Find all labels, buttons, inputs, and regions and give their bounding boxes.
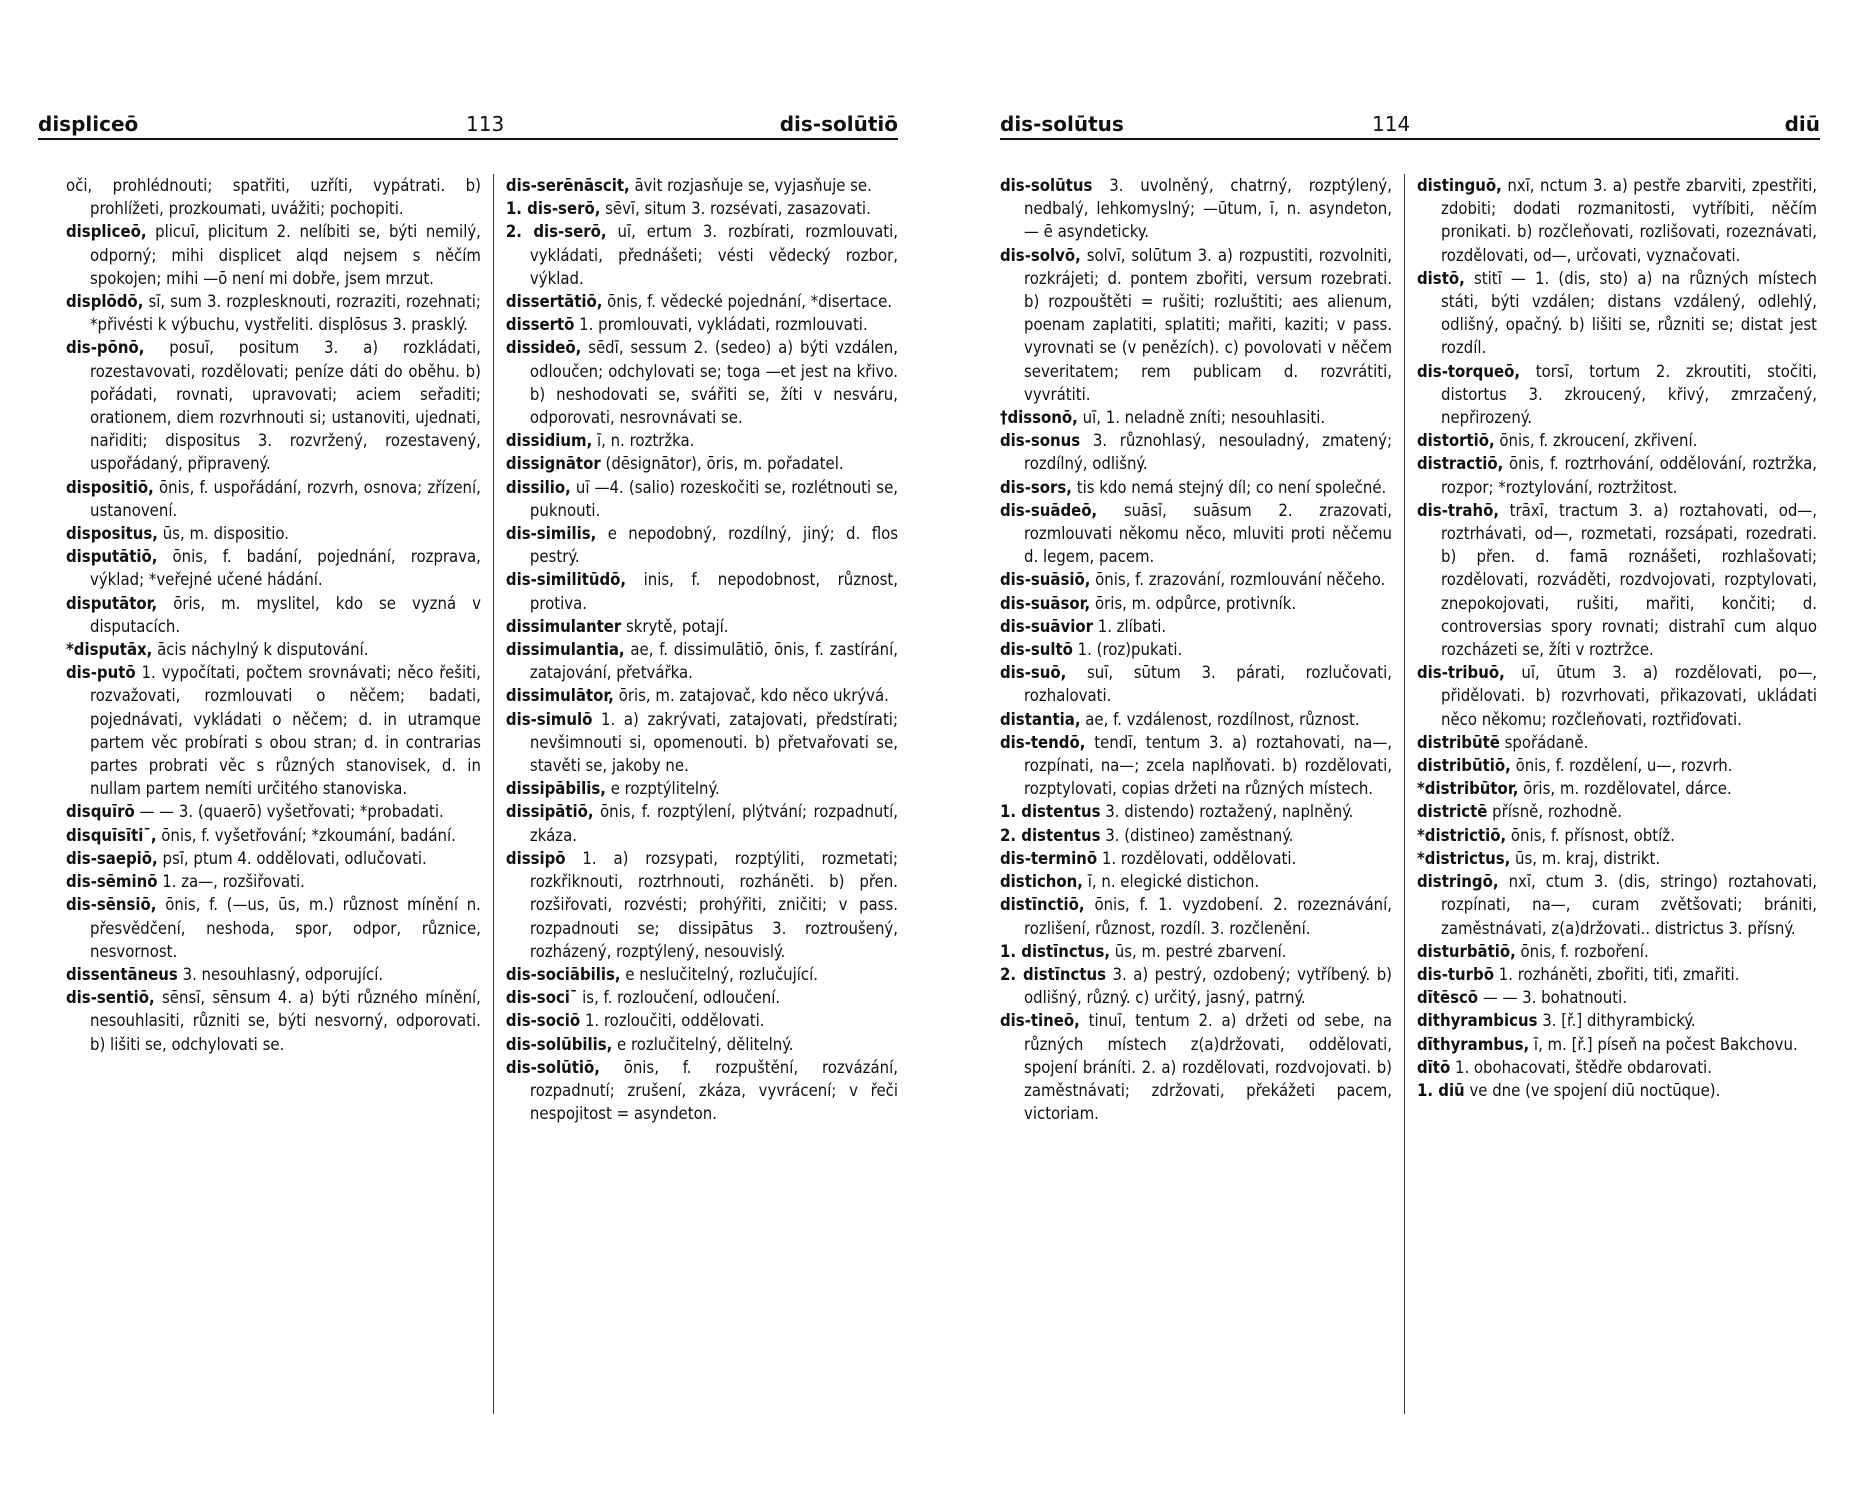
dictionary-entry [66,220,481,290]
entry-definition: — — 3. (quaerō) vyšetřovati; *probadati. [139,802,444,822]
entry-headword: districtē [1417,802,1488,822]
entry-headword: dis-serēnāscit, [505,176,630,195]
dictionary-entry [1000,476,1392,499]
right-head-last-word: diū [1784,112,1820,136]
dictionary-entry [506,708,898,778]
entry-headword: dis-sociābilis, [505,964,621,984]
entry-definition: 1. a) zakrývati, zatajovati, předstírati; nevšimnouti si, opomenouti. b) přetvařovati se, stavěti se, jakoby ne. [529,709,898,776]
dictionary-entry [1417,1009,1817,1032]
entry-headword: dis-tendō, [1000,732,1086,752]
entry-headword: dīthyrambus, [1417,1034,1530,1054]
entry-definition: ūs, m. kraj, distrikt. [1515,848,1661,868]
entry-headword: dis-sociō [505,1011,581,1031]
entry-definition: ōnis, f. vědecké pojednání, *disertace. [607,292,892,312]
dictionary-entry [1417,754,1817,777]
right-head-first-word: dis-solūtus [1000,112,1124,136]
dictionary-entry [66,800,481,823]
entry-definition: ōris, m. rozdělovatel, dárce. [1523,779,1732,799]
dictionary-entry [1000,708,1392,731]
entry-headword: distringō, [1417,872,1499,892]
entry-headword: distantia, [1000,709,1081,729]
dictionary-entry [1000,592,1392,615]
dictionary-entry [506,615,898,638]
dictionary-entry [506,313,898,336]
entry-headword: disturbātiō, [1417,941,1516,961]
dictionary-entry [1417,499,1817,661]
entry-definition: e rozptýlitelný. [610,779,720,799]
entry-definition: ōnis, f. rozpuštění, rozvázání, rozpadnutí; zrušení, zkáza, vyvrácení; v řeči nespojitost = asyndeton. [529,1057,898,1124]
dictionary-entry [66,893,481,963]
entry-headword: 1. diū [1417,1080,1465,1100]
entry-definition: e neslučitelný, rozlučující. [625,964,819,984]
entry-headword: dis-torqueō, [1417,361,1521,381]
dictionary-entry [1000,800,1392,823]
entry-definition: sēvī, situm 3. rozsévati, zasazovati. [605,199,871,219]
left-head-last-word: dis-solūtiō [779,112,898,136]
entry-definition: — — 3. bohatnouti. [1482,988,1628,1008]
dictionary-entry [1417,731,1817,754]
dictionary-entry [1000,615,1392,638]
entry-definition: ōris, m. odpůrce, protivník. [1094,593,1297,613]
left-page-column-1 [66,174,493,1414]
entry-headword: dis-similitūdō, [505,570,627,590]
dictionary-entry [1417,824,1817,847]
dictionary-entry [1000,568,1392,591]
dictionary-entry [66,592,481,638]
entry-headword: 2. distīnctus [1000,964,1107,984]
entry-definition: ōnis, f. roztrhování, oddělování, roztržka, rozpor; *roztylování, roztržitost. [1441,454,1817,497]
entry-headword: dis-turbō [1417,964,1494,984]
entry-definition: přísně, rozhodně. [1492,802,1623,822]
dictionary-entry [506,452,898,475]
entry-headword: dis-solūbilis, [505,1034,613,1054]
dictionary-entry [1417,174,1817,267]
entry-headword: 2. distentus [1000,825,1101,845]
entry-definition: uī, ertum 3. rozbírati, rozmlouvati, vykládati, přednášeti; vésti vědecký rozbor, výklad. [529,222,898,288]
entry-definition: torsī, tortum 2. zkroutiti, stočiti, distortus 3. zkroucený, křivý, zmrzačený, nepřirozený. [1441,361,1817,428]
dictionary-entry [506,1056,898,1126]
dictionary-entry [506,1009,898,1032]
dictionary-entry [66,476,481,522]
entry-headword: dis-similis, [505,524,597,544]
entry-definition: ōnis, f. 1. vyzdobení. 2. rozeznávání, rozlišení, různost, rozdíl. 3. rozčlenění. [1024,895,1392,938]
entry-definition: ōnis, f. zrazování, rozmlouvání něčeho. [1095,570,1386,590]
entry-definition: ōnis, f. rozdělení, u—, rozvrh. [1515,756,1733,776]
entry-headword: dis-suāsiō, [1000,570,1091,590]
entry-headword: 1. distentus [1000,802,1101,822]
entry-headword: distribūtiō, [1417,756,1511,776]
entry-definition: 1. promlouvati, vykládati, rozmlouvati. [579,315,868,335]
entry-definition: e rozlučitelný, dělitelný. [617,1034,794,1054]
entry-definition: ve dne (ve spojení diū noctūque). [1469,1080,1721,1100]
entry-headword: 1. distīnctus, [1000,941,1110,961]
dictionary-entry [1417,452,1817,498]
entry-definition: ōris, m. zatajovač, kdo něco ukrývá. [618,686,889,706]
entry-headword: dissidium, [505,431,593,451]
entry-definition: 1. a) rozsypati, rozptýliti, rozmetati; rozkřiknouti, roztrhnouti, rozháněti. b) přen. rozšiřovati, rozvésti; prohýřiti, zničiti; v pass. rozpadnouti se; dissipātus 3. roztroušený, rozházený, rozptýlený, nesouvislý. [529,848,898,961]
left-page-column-2 [494,174,898,1414]
entry-headword: dis-sēnsiō, [66,895,157,915]
dictionary-entry [506,800,898,846]
dictionary-entry [66,986,481,1056]
dictionary-entry [506,220,898,290]
entry-headword: distō, [1417,268,1465,288]
dictionary-entry [66,545,481,591]
dictionary-entry [506,568,898,614]
entry-headword: dissentāneus [66,964,178,984]
entry-definition: ae, f. dissimulātiō, ōnis, f. zastírání, zatajování, přetvářka. [529,640,898,683]
dictionary-entry [1000,1009,1392,1125]
entry-definition: 3. nesouhlasný, odporující. [182,964,384,984]
dictionary-entry [506,986,898,1009]
entry-definition: uī —4. (salio) rozeskočiti se, rozlétnouti se, puknouti. [529,477,898,520]
dictionary-entry [506,476,898,522]
left-page [38,108,898,1124]
dictionary-entry [1417,360,1817,430]
dictionary-entry [1417,963,1817,986]
entry-definition: nxī, nctum 3. a) pestře zbarviti, zpestřiti, zdobiti; dodati rozmanitosti, vytříbiti, něčím pronikati. b) rozčleňovati, rozlišovati, rozeznávati, rozdělovati, od—, určovati, vyznačovati. [1441,176,1817,265]
entry-definition: 3. různohlasý, nesouladný, zmatený; rozdílný, odlišný. [1024,431,1392,474]
entry-definition: 1. rozháněti, zbořiti, tiťi, zmařiti. [1498,964,1740,984]
entry-headword: dis-sentiō, [66,988,155,1008]
entry-definition: tendī, tentum 3. a) roztahovati, na—, rozpínati, na—; zcela naplňovati. b) rozdělovati, rozptylovati, copias držeti na různých místech. [1024,732,1392,799]
dictionary-entry [1000,244,1392,406]
entry-headword: *distribūtor, [1417,779,1519,799]
dictionary-entry [66,661,481,800]
entry-headword: dis-tineō, [1000,1011,1080,1031]
dictionary-entry [506,290,898,313]
entry-definition: stitī — 1. (dis, sto) a) na různých místech státi, býti vzdálen; distans vzdálený, odlehlý, odlišný, opačný. b) lišiti se, různiti se; distat jest rozdíl. [1441,268,1817,358]
entry-definition: skrytě, potají. [626,616,729,636]
entry-definition: āvit rozjasňuje se, vyjasňuje se. [634,176,872,195]
entry-headword: dispositus, [66,524,158,544]
entry-headword: dis-putō [66,663,136,683]
right-page-column-2 [1405,174,1817,1414]
entry-definition: posuī, positum 3. a) rozkládati, rozestavovati, rozdělovati; peníze dáti do oběhu. b) pořádati, rovnati, upravovati; aciem seřaditi; orationem, diem rozvrhnouti si; ustanoviti, ujednati, nařiditi; dispositus 3. rozvržený, rozestavený, uspořádaný, připravený. [90,338,481,474]
entry-definition: ōris, m. myslitel, kdo se vyzná v disputacích. [90,593,481,636]
entry-headword: dis-solvō, [1000,245,1081,265]
entry-headword: dissertātiō, [505,292,603,312]
entry-headword: dissimulātor, [505,686,614,706]
entry-headword: distribūtē [1417,732,1500,752]
dictionary-entry [1000,847,1392,870]
entry-definition: plicuī, plicitum 2. nelíbiti se, býti nemilý, odporný; mihi displicet alqd nejsem s něčím spokojen; mihi —ō není mi dobře, jsem mrzut. [90,222,481,288]
dictionary-entry [66,963,481,986]
dictionary-entry [1417,267,1817,360]
dictionary-entry [66,522,481,545]
entry-definition: ūs, m. dispositio. [162,524,289,544]
dictionary-entry [1417,1056,1817,1079]
dictionary-entry [1000,893,1392,939]
entry-headword: dissipābilis, [505,779,606,799]
entry-headword: dis-simulō [505,709,593,729]
left-running-head [38,108,898,140]
entry-headword: dis-tribuō, [1417,663,1505,683]
entry-headword: dis-pōnō, [66,338,145,358]
entry-definition: trāxī, tractum 3. a) roztahovati, od—, roztrhávati, od—, rozmetati, rozsápati, rozedrati. b) přen. d. famā roznášeti, rozhlašovati; rozdělovati, rozváděti, rozdvojovati, rozptylovati, znepokojovati, rušiti, mařiti, končiti; d. controversias spory rovnati; distrahī cum alquo rozcházeti se, žíti v roztržce. [1441,500,1817,660]
entry-headword: dis-suāvior [1000,616,1093,636]
entry-headword: dis-saepiō, [66,848,158,868]
dictionary-entry [1417,800,1817,823]
dictionary-entry [66,336,481,475]
entry-headword: dis-suādeō, [1000,500,1098,520]
entry-headword: dissipō [505,848,566,868]
entry-definition: (dēsignātor), ōris, m. pořadatel. [605,454,844,474]
dictionary-entry [1000,963,1392,1009]
entry-definition: sēdī, sessum 2. (sedeo) a) býti vzdálen, odloučen; odchylovati se; toga —et jest na křivo. b) neshodovati se, svářiti se, žíti v nesváru, odporovati, nesrovnávati se. [529,338,898,428]
entry-headword: †dissonō, [1000,408,1078,428]
entry-definition: ōnis, f. rozboření. [1520,941,1649,961]
dictionary-entry [1000,429,1392,475]
dictionary-entry [1000,174,1392,244]
entry-headword: dis-suāsor, [1000,593,1091,613]
entry-definition: ōnis, f. rozptýlení, plýtvání; rozpadnutí, zkáza. [529,802,898,845]
entry-headword: *districtus, [1417,848,1511,868]
entry-headword: dissimulantia, [505,640,625,660]
entry-definition: ōnis, f. zkroucení, zkřivení. [1499,431,1698,451]
entry-headword: dissimulanter [505,616,622,636]
entry-definition: psī, ptum 4. oddělovati, odlučovati. [162,848,427,868]
entry-headword: dispositiō, [66,477,154,497]
dictionary-entry [66,824,481,847]
entry-headword: disputātiō, [66,547,158,567]
entry-definition: tis kdo nemá stejný díl; co není společné. [1076,477,1387,497]
entry-definition: ōnis, f. přísnost, obtíž. [1510,825,1675,845]
entry-headword: disquīsītiˉ, [66,825,157,845]
dictionary-entry [506,1033,898,1056]
entry-definition: ae, f. vzdálenost, rozdílnost, různost. [1085,709,1360,729]
dictionary-entry [506,963,898,986]
dictionary-entry [66,290,481,336]
entry-definition: 3. a) pestrý, ozdobený; vytříbený. b) odlišný, různý. c) určitý, jasný, patrný. [1024,964,1393,1008]
entry-headword: distortiō, [1417,431,1495,451]
entry-definition: ōnis, f. badání, pojednání, rozprava, výklad; *veřejné učené hádání. [90,547,481,590]
entry-headword: 1. dis-serō, [505,199,601,219]
dictionary-entry [1000,731,1392,801]
entry-definition: 3. [ř.] dithyrambický. [1542,1011,1696,1031]
dictionary-entry [506,777,898,800]
entry-definition: 3. (distineo) zaměstnaný. [1105,825,1294,845]
dictionary-entry [506,336,898,429]
entry-headword: dissideō, [505,338,582,358]
entry-headword: dissipātiō, [505,802,594,822]
entry-definition: suī, sūtum 3. párati, rozlučovati, rozhalovati. [1024,663,1392,706]
entry-headword: dis-sonus [1000,431,1081,451]
entry-headword: dis-suō, [1000,663,1067,683]
entry-definition: ī, n. elegické distichon. [1087,872,1260,892]
dictionary-entry [506,197,898,220]
entry-headword: displōdō, [66,292,144,312]
dictionary-entry [506,847,898,963]
right-page-number: 114 [1372,112,1411,136]
entry-headword: dissertō [505,315,575,335]
entry-definition: ōnis, f. vyšetřování; *zkoumání, badání. [161,825,456,845]
entry-headword: dis-sociˉ [505,988,578,1008]
dictionary-entry [1000,940,1392,963]
dictionary-entry [1417,429,1817,452]
entry-headword: distinguō, [1417,176,1502,195]
entry-headword: disputātor, [66,593,158,613]
entry-headword: dis-trahō, [1417,500,1500,520]
dictionary-entry [1417,870,1817,940]
entry-headword: distichon, [1000,872,1083,892]
entry-headword: *districtiō, [1417,825,1507,845]
entry-headword: 2. dis-serō, [505,222,607,242]
dictionary-entry [66,638,481,661]
entry-definition: ōnis, f. (—us, ūs, m.) různost mínění n. přesvědčení, neshoda, spor, odpor, různice, nesvornost. [90,895,481,961]
entry-definition: is, f. rozloučení, odloučení. [582,988,781,1008]
entry-headword: distractiō, [1417,454,1504,474]
right-running-head [1000,108,1820,140]
entry-headword: displiceō, [66,222,147,242]
dictionary-entry [1417,940,1817,963]
dictionary-entry [1000,661,1392,707]
right-page-column-1 [1000,174,1404,1414]
entry-definition: e nepodobný, rozdílný, jiný; d. flos pestrý. [529,524,898,567]
dictionary-entry [66,174,481,220]
dictionary-entry [506,174,898,197]
dictionary-entry [1417,777,1817,800]
dictionary-entry [506,638,898,684]
entry-definition: suāsī, suāsum 2. zrazovati, rozmlouvati někomu něco, mluviti proti něčemu d. legem, pacem. [1024,500,1392,567]
entry-headword: dītēscō [1417,988,1479,1008]
dictionary-entry [1000,870,1392,893]
entry-headword: dis-sors, [1000,477,1072,497]
entry-definition: nxī, ctum 3. (dis, stringo) roztahovati, rozpínati, na—, curam zvětšovati; brániti, zaměstnávati, z(a)držovati.. districtus 3. přísný. [1441,872,1817,938]
entry-definition: inis, f. nepodobnost, různost, protiva. [529,570,898,613]
entry-definition: spořádaně. [1504,732,1589,752]
entry-headword: dis-terminō [1000,848,1098,868]
dictionary-entry [1000,638,1392,661]
entry-definition: sēnsī, sēnsum 4. a) býti různého mínění, nesouhlasiti, různiti se, býti nesvorný, odporovati. b) lišiti se, odchylovati se. [90,988,481,1054]
entry-definition: ūs, m. pestré zbarvení. [1114,941,1287,961]
dictionary-entry [506,522,898,568]
entry-definition: 1. za—, rozšiřovati. [162,872,305,892]
entry-definition: uī, 1. neladně zníti; nesouhlasiti. [1082,408,1326,428]
entry-headword: dis-sultō [1000,640,1073,660]
dictionary-entry [66,870,481,893]
entry-headword: dītō [1417,1057,1451,1077]
entry-definition: 1. vypočítati, počtem srovnávati; něco řešiti, rozvažovati, rozmlouvati o něčem; badati, pojednávati, vykládati o něčem; d. in utramque partem věc probírati s obou stran; d. in contrarias partes probrati věc s různých stanovisek, d. in nullam partem nemíti určitého stanoviska. [90,663,481,799]
dictionary-entry [1417,1079,1817,1102]
entry-headword: dis-solūtiō, [505,1057,600,1077]
entry-definition: uī, ūtum 3. a) rozdělovati, po—, přidělovati. b) rozvrhovati, přikazovati, ukládati něco někomu; rozčleňovati, roztřiďovati. [1441,663,1817,729]
entry-definition: ī, n. roztržka. [597,431,695,451]
entry-definition: 3. uvolněný, chatrný, rozptýlený, nedbalý, lehkomyslný; —ūtum, ī, n. asyndeton, — ē asyndeticky. [1024,176,1392,242]
entry-definition: ācis náchylný k disputování. [157,640,369,660]
dictionary-entry [1417,986,1817,1009]
left-page-number: 113 [466,112,505,136]
entry-definition: sī, sum 3. rozplesknouti, rozraziti, rozehnati; *přivésti k výbuchu, vystřeliti. displōsus 3. prasklý. [90,292,481,335]
dictionary-entry [1417,847,1817,870]
entry-definition: ōnis, f. uspořádání, rozvrh, osnova; zřízení, ustanovení. [90,477,481,520]
entry-definition: ī, m. [ř.] píseň na počest Bakchovu. [1533,1034,1798,1054]
entry-definition: 1. rozloučiti, oddělovati. [584,1011,765,1031]
entry-definition: oči, prohlédnouti; spatřiti, uzříti, vypátrati. b) prohlížeti, prozkoumati, uvážiti; pochopiti. [66,176,481,219]
entry-definition: 1. obohacovati, štědře obdarovati. [1454,1057,1712,1077]
dictionary-entry [506,684,898,707]
dictionary-entry [1000,499,1392,569]
entry-headword: distīnctiō, [1000,895,1085,915]
entry-headword: dissilio, [505,477,571,497]
entry-headword: dis-sēminō [66,872,158,892]
dictionary-entry [1000,406,1392,429]
dictionary-entry [1417,1033,1817,1056]
entry-headword: *disputāx, [66,640,153,660]
entry-headword: dithyrambicus [1417,1011,1538,1031]
dictionary-entry [1000,824,1392,847]
right-page [1000,108,1820,1124]
dictionary-entry [1417,661,1817,731]
dictionary-entry [506,429,898,452]
entry-definition: 1. (roz)pukati. [1077,640,1183,660]
left-head-first-word: displiceō [38,112,139,136]
entry-headword: dissignātor [505,454,601,474]
entry-definition: 1. zlíbati. [1097,616,1167,636]
entry-definition: tinuī, tentum 2. a) držeti od sebe, na různých místech z(a)držovati, oddělovati, spojení bráníti. 2. a) rozdělovati, rozdvojovati. b) zaměstnávati; zdržovati, překážeti pacem, victoriam. [1024,1011,1392,1124]
dictionary-entry [66,847,481,870]
entry-headword: disquīrō [66,802,135,822]
entry-definition: 3. distendo) roztažený, naplněný. [1105,802,1354,822]
entry-definition: solvī, solūtum 3. a) rozpustiti, rozvolniti, rozkrájeti; d. pontem zbořiti, versum rozebrati. b) rozpouštěti = rušiti; rozluštiti; aes alienum, poenam zaplatiti, splatiti; mařiti, kaziti; v pass. vyrovnati se (v penězích). c) povolovati v něčem severitatem; rem publicam d. rozvrátiti, vyvrátiti. [1024,245,1392,404]
entry-definition: 1. rozdělovati, oddělovati. [1101,848,1297,868]
entry-headword: dis-solūtus [1000,176,1093,195]
